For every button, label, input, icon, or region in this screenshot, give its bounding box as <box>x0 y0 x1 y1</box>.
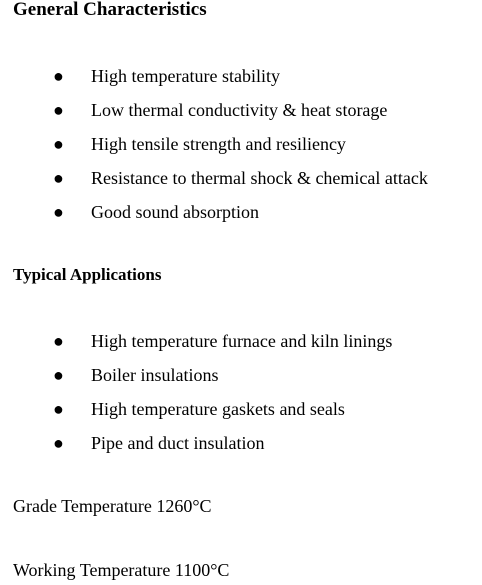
working-temperature-text: Working Temperature 1100°C <box>13 560 230 580</box>
list-item-text: Resistance to thermal shock & chemical attack <box>91 168 428 188</box>
bullet-icon: ● <box>53 399 64 419</box>
list-item-text: High temperature stability <box>91 66 280 86</box>
bullet-icon: ● <box>53 365 64 385</box>
bullet-icon: ● <box>53 100 64 120</box>
grade-temperature-text: Grade Temperature 1260°C <box>13 496 212 516</box>
bullet-icon: ● <box>53 168 64 188</box>
bullet-icon: ● <box>53 134 64 154</box>
typical-applications-heading: Typical Applications <box>13 265 162 284</box>
list-item-text: High temperature furnace and kiln linings <box>91 331 393 351</box>
bullet-icon: ● <box>53 202 64 222</box>
list-item-text: Pipe and duct insulation <box>91 433 265 453</box>
bullet-icon: ● <box>53 66 64 86</box>
list-item-text: Low thermal conductivity & heat storage <box>91 100 388 120</box>
list-item-text: Boiler insulations <box>91 365 219 385</box>
general-characteristics-heading: General Characteristics <box>13 0 207 20</box>
bullet-icon: ● <box>53 433 64 453</box>
list-item-text: High tensile strength and resiliency <box>91 134 346 154</box>
list-item-text: Good sound absorption <box>91 202 259 222</box>
list-item-text: High temperature gaskets and seals <box>91 399 345 419</box>
bullet-icon: ● <box>53 331 64 351</box>
